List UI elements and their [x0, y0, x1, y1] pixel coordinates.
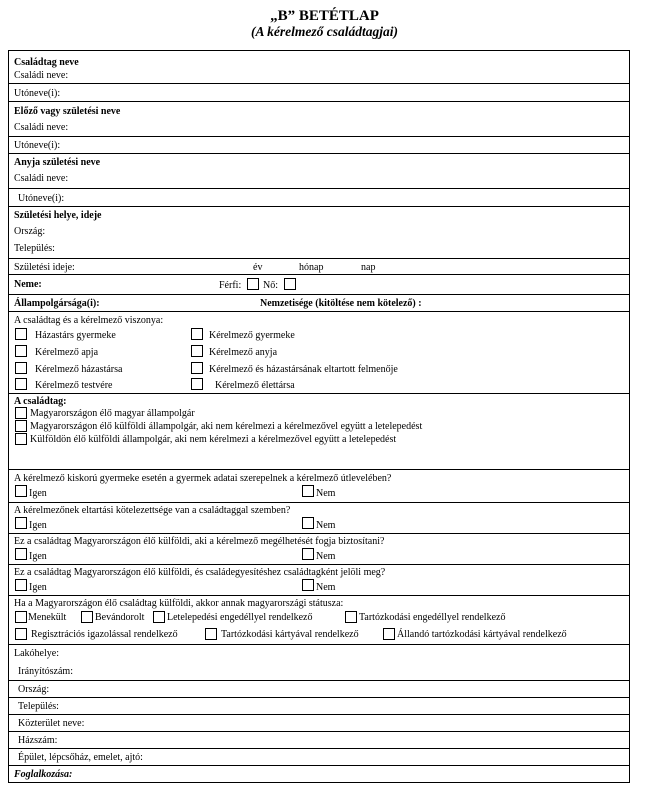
member-status-option-label: Külföldön élő külföldi állampolgár, aki nem kérelmezi a kérelmezővel együtt a letelepedést — [30, 434, 397, 445]
divider — [9, 188, 629, 189]
question-yes-checkbox[interactable] — [15, 517, 27, 529]
hu-status-option-label: Tartózkodási engedéllyel rendelkező — [359, 612, 506, 623]
question-no-checkbox[interactable] — [302, 548, 314, 560]
divider — [9, 393, 629, 394]
member-family-name-field[interactable]: Családi neve: — [14, 70, 69, 81]
member-given-name-field[interactable]: Utóneve(i): — [14, 88, 61, 99]
hu-status-option-label: Letelepedési engedéllyel rendelkező — [167, 612, 313, 623]
member-status-checkbox[interactable] — [15, 420, 27, 432]
divider — [9, 469, 629, 470]
question-yes-checkbox[interactable] — [15, 485, 27, 497]
divider — [9, 697, 629, 698]
divider — [9, 502, 629, 503]
question-yes-label: Igen — [29, 488, 47, 499]
residence-heading: Lakóhelye: — [14, 648, 59, 659]
relation-checkbox[interactable] — [191, 328, 203, 340]
page-subtitle: (A kérelmező családtagjai) — [251, 24, 398, 39]
question-text: Ez a családtag Magyarországon élő külföldi, aki a kérelmező megélhetését fogja biztosítani? — [14, 536, 385, 547]
residence-country-field[interactable]: Ország: — [18, 684, 50, 695]
relation-option-label: Kérelmező anyja — [209, 347, 278, 358]
mother-family-name-field[interactable]: Családi neve: — [14, 173, 69, 184]
relation-checkbox[interactable] — [15, 328, 27, 340]
question-no-checkbox[interactable] — [302, 579, 314, 591]
sex-male-checkbox[interactable] — [247, 278, 259, 290]
hu-status-option-label: Tartózkodási kártyával rendelkező — [221, 629, 359, 640]
relation-option-label: Kérelmező testvére — [35, 380, 113, 391]
question-no-checkbox[interactable] — [302, 485, 314, 497]
divider — [9, 714, 629, 715]
hu-status-option-label: Bevándorolt — [95, 612, 145, 623]
birth-town-field[interactable]: Település: — [14, 243, 55, 254]
relation-checkbox[interactable] — [191, 362, 203, 374]
divider — [9, 101, 629, 102]
divider — [9, 644, 629, 645]
question-no-label: Nem — [316, 488, 336, 499]
residence-number-field[interactable]: Házszám: — [18, 735, 58, 746]
relation-checkbox[interactable] — [15, 378, 27, 390]
relation-option-label: Házastárs gyermeke — [35, 330, 116, 341]
hu-status-checkbox[interactable] — [15, 628, 27, 640]
question-yes-checkbox[interactable] — [15, 579, 27, 591]
sex-female-checkbox[interactable] — [284, 278, 296, 290]
sex-label: Neme: — [14, 279, 42, 290]
member-status-heading: A családtag: — [14, 396, 67, 407]
hu-status-checkbox[interactable] — [383, 628, 395, 640]
form-table — [8, 50, 630, 783]
divider — [9, 206, 629, 207]
relation-option-label: Kérelmező és házastársának eltartott felmenője — [209, 364, 398, 375]
hu-status-checkbox[interactable] — [205, 628, 217, 640]
relation-option-label: Kérelmező házastársa — [35, 364, 123, 375]
question-yes-label: Igen — [29, 551, 47, 562]
divider — [9, 731, 629, 732]
divider — [9, 564, 629, 565]
divider — [9, 153, 629, 154]
birth-heading: Születési helye, ideje — [14, 210, 102, 221]
question-no-checkbox[interactable] — [302, 517, 314, 529]
hu-status-option-label: Menekült — [28, 612, 67, 623]
question-yes-label: Igen — [29, 582, 47, 593]
sex-male-label: Férfi: — [219, 280, 242, 291]
mother-given-name-field[interactable]: Utóneve(i): — [18, 193, 65, 204]
relation-option-label: Kérelmező gyermeke — [209, 330, 295, 341]
divider — [9, 294, 629, 295]
divider — [9, 595, 629, 596]
relation-heading: A családtag és a kérelmező viszonya: — [14, 315, 164, 326]
citizenship-label[interactable]: Állampolgársága(i): — [14, 298, 100, 309]
divider — [9, 765, 629, 766]
nationality-label[interactable]: Nemzetisége (kitöltése nem kötelező) : — [260, 298, 422, 309]
question-text: A kérelmezőnek eltartási kötelezettsége van a családtaggal szemben? — [14, 505, 291, 516]
residence-town-field[interactable]: Település: — [18, 701, 59, 712]
question-yes-checkbox[interactable] — [15, 548, 27, 560]
question-text: Ez a családtag Magyarországon élő külföldi, és családegyesítéshez családtagként jelöli meg? — [14, 567, 386, 578]
question-no-label: Nem — [316, 582, 336, 593]
sex-female-label: Nő: — [263, 280, 278, 291]
birth-day-field[interactable]: nap — [361, 262, 376, 273]
relation-checkbox[interactable] — [15, 362, 27, 374]
hu-status-checkbox[interactable] — [15, 611, 27, 623]
member-status-option-label: Magyarországon élő magyar állampolgár — [30, 408, 195, 419]
relation-checkbox[interactable] — [15, 345, 27, 357]
birth-month-field[interactable]: hónap — [299, 262, 324, 273]
hu-status-option-label: Regisztrációs igazolással rendelkező — [31, 629, 178, 640]
residence-building-field[interactable]: Épület, lépcsőház, emelet, ajtó: — [18, 752, 143, 763]
divider — [9, 258, 629, 259]
mother-name-heading: Anyja születési neve — [14, 157, 101, 168]
hu-status-checkbox[interactable] — [153, 611, 165, 623]
member-status-option-label: Magyarországon élő külföldi állampolgár, aki nem kérelmezi a kérelmezővel együtt a letelepedést — [30, 421, 423, 432]
birth-date-label: Születési ideje: — [14, 262, 75, 273]
question-text: A kérelmező kiskorú gyermeke esetén a gyermek adatai szerepelnek a kérelmező útlevelében? — [14, 473, 392, 484]
divider — [9, 274, 629, 275]
prev-given-name-field[interactable]: Utóneve(i): — [14, 140, 61, 151]
divider — [9, 680, 629, 681]
relation-option-label: Kérelmező apja — [35, 347, 99, 358]
member-status-checkbox[interactable] — [15, 407, 27, 419]
divider — [9, 748, 629, 749]
hu-status-checkbox[interactable] — [345, 611, 357, 623]
hu-status-heading: Ha a Magyarországon élő családtag külföldi, akkor annak magyarországi státusza: — [14, 598, 344, 609]
page-title: „B” BETÉTLAP — [270, 8, 379, 24]
divider — [9, 136, 629, 137]
question-no-label: Nem — [316, 551, 336, 562]
birth-year-field[interactable]: év — [253, 262, 263, 273]
relation-checkbox[interactable] — [191, 345, 203, 357]
birth-country-field[interactable]: Ország: — [14, 226, 46, 237]
residence-street-field[interactable]: Közterület neve: — [18, 718, 85, 729]
occupation-field[interactable]: Foglalkozása: — [14, 769, 73, 780]
prev-name-heading: Előző vagy születési neve — [14, 106, 121, 117]
member-status-checkbox[interactable] — [15, 433, 27, 445]
divider — [9, 311, 629, 312]
residence-zip-field[interactable]: Irányítószám: — [18, 666, 73, 677]
question-yes-label: Igen — [29, 520, 47, 531]
divider — [9, 83, 629, 84]
question-no-label: Nem — [316, 520, 336, 531]
prev-family-name-field[interactable]: Családi neve: — [14, 122, 69, 133]
hu-status-option-label: Állandó tartózkodási kártyával rendelkező — [397, 629, 567, 640]
divider — [9, 533, 629, 534]
relation-checkbox[interactable] — [191, 378, 203, 390]
member-name-heading: Családtag neve — [14, 57, 79, 68]
relation-option-label: Kérelmező élettársa — [215, 380, 295, 391]
hu-status-checkbox[interactable] — [81, 611, 93, 623]
